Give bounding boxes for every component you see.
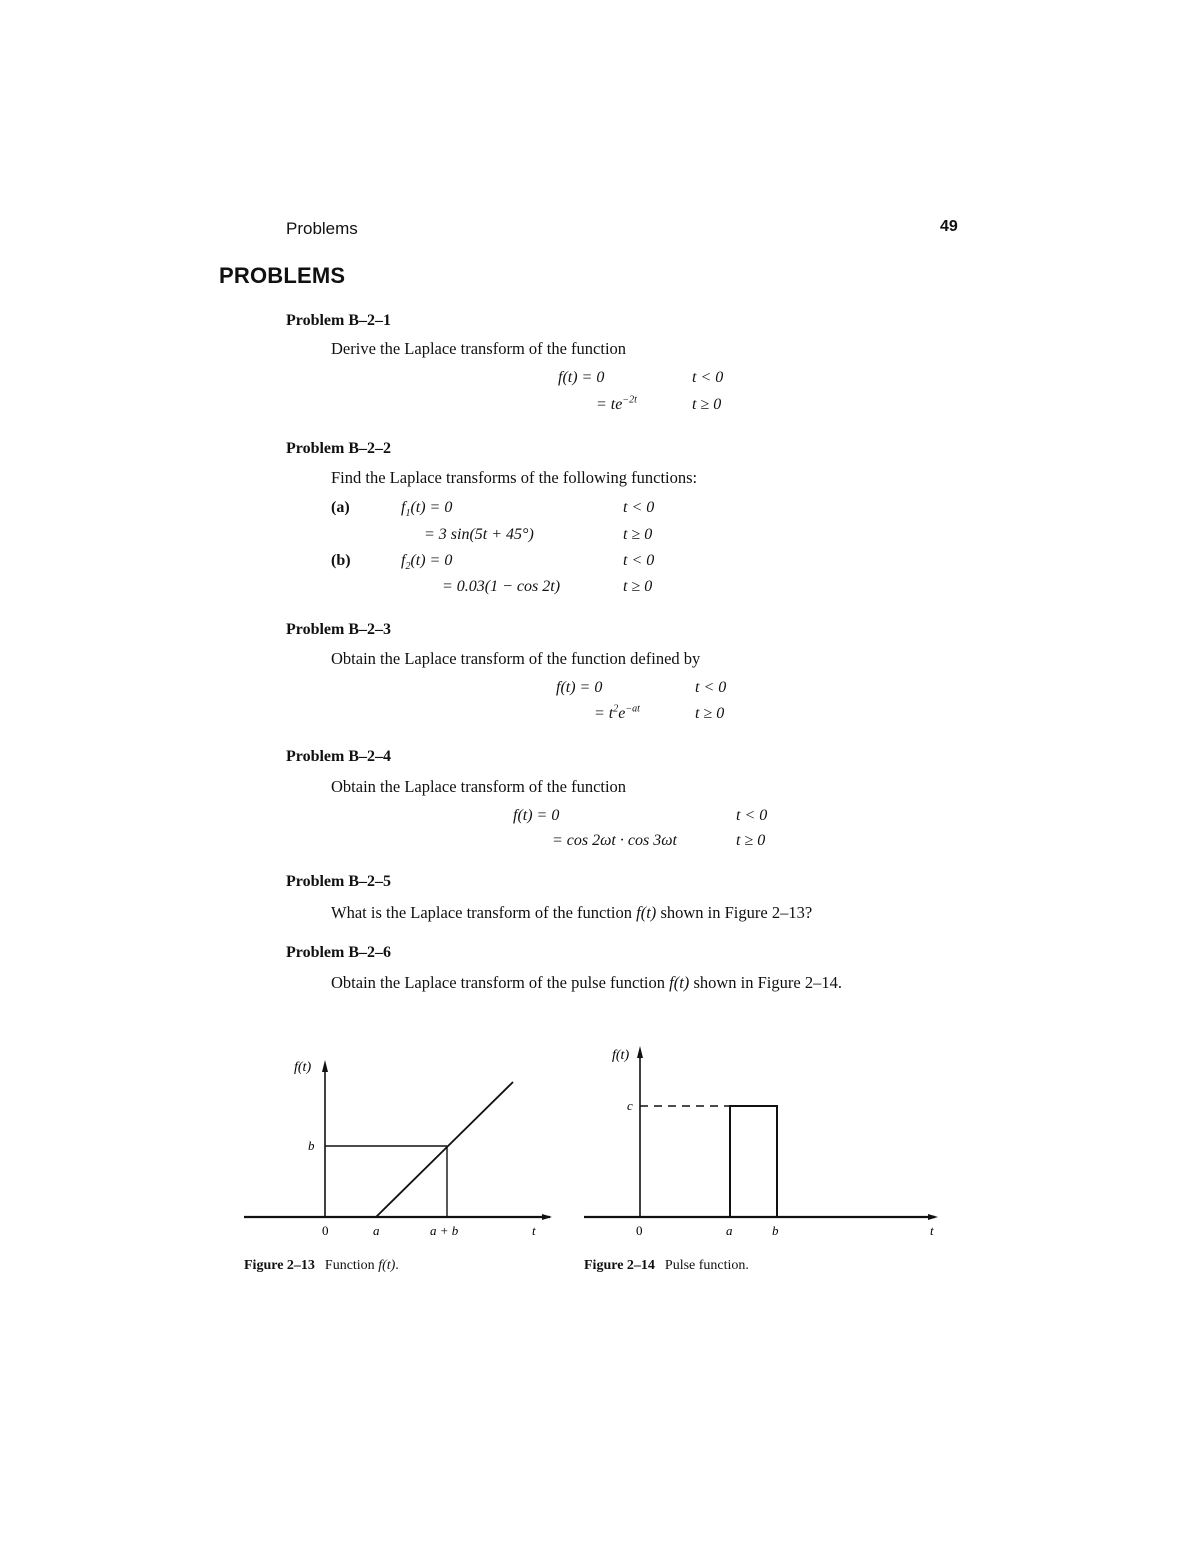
p1-eq-lhs: f(t) = 0 [558, 369, 605, 386]
p4-cond-ge: t ≥ 0 [736, 832, 766, 849]
fig14-pulse [730, 1106, 777, 1217]
problem-b-2-3-text: Obtain the Laplace transform of the function defined by [331, 649, 701, 668]
problem-b-2-2-text: Find the Laplace transforms of the following functions: [331, 468, 698, 487]
fig14-y-label: f(t) [612, 1048, 630, 1063]
p2a-eq-rhs: = 3 sin(5t + 45°) [424, 526, 534, 543]
p2b-cond-lt: t < 0 [623, 552, 655, 569]
p2a-cond-lt: t < 0 [623, 499, 655, 516]
fig14-tick-0: 0 [636, 1223, 643, 1238]
figure-2-13 [230, 1040, 570, 1245]
figure-2-14 [575, 1040, 955, 1245]
fig14-level-label: c [627, 1098, 633, 1113]
fig14-tick-b: b [772, 1223, 779, 1238]
p4-eq-lhs: f(t) = 0 [513, 807, 560, 824]
figure-2-14-caption: Figure 2–14 Pulse function. [584, 1258, 749, 1273]
p2-label-a: (a) [331, 499, 350, 516]
figure-2-13-caption: Figure 2–13 Function f(t). [244, 1258, 399, 1273]
fig13-f-axis-arrow [322, 1060, 328, 1072]
fig13-t-axis-arrow [542, 1214, 552, 1220]
fig13-tick-0: 0 [322, 1223, 329, 1238]
problem-b-2-5-title: Problem B–2–5 [286, 873, 392, 890]
p2a-eq-lhs: $f_1(t) = 0$ [401, 499, 453, 520]
fig14-tick-t: t [930, 1223, 934, 1238]
problem-b-2-1-title: Problem B–2–1 [286, 312, 392, 329]
p3-cond-lt: t < 0 [695, 679, 727, 696]
page-number: 49 [940, 218, 958, 235]
p2-label-b: (b) [331, 552, 351, 569]
p2a-cond-ge: t ≥ 0 [623, 526, 653, 543]
p4-eq-rhs: = cos 2ωt · cos 3ωt [552, 832, 677, 849]
p1-cond-lt: t < 0 [692, 369, 724, 386]
p1-cond-ge: t ≥ 0 [692, 396, 722, 413]
problem-b-2-3-title: Problem B–2–3 [286, 621, 392, 638]
section-title: PROBLEMS [219, 263, 346, 288]
p2b-eq-rhs: = 0.03(1 − cos 2t) [442, 578, 561, 595]
problem-b-2-4-title: Problem B–2–4 [286, 748, 392, 765]
problem-b-2-5-text: What is the Laplace transform of the function f(t) shown in Figure 2–13? [331, 903, 813, 922]
fig14-tick-a: a [726, 1223, 733, 1238]
fig13-level-label: b [308, 1138, 315, 1153]
fig13-ramp-line [376, 1082, 513, 1217]
p2b-cond-ge: t ≥ 0 [623, 578, 653, 595]
fig13-tick-a-plus-b: a + b [430, 1223, 459, 1238]
problem-b-2-1-text: Derive the Laplace transform of the function [331, 339, 627, 358]
running-head: Problems [286, 219, 358, 238]
problem-b-2-6-title: Problem B–2–6 [286, 944, 392, 961]
problem-b-2-4-text: Obtain the Laplace transform of the function [331, 777, 627, 796]
p3-eq-rhs: = $t^2e^{-at}$ [594, 703, 640, 722]
fig14-t-axis-arrow [928, 1214, 938, 1220]
problem-b-2-2-title: Problem B–2–2 [286, 440, 392, 457]
problem-b-2-6-text: Obtain the Laplace transform of the pulse function f(t) shown in Figure 2–14. [331, 973, 842, 992]
p3-cond-ge: t ≥ 0 [695, 705, 725, 722]
fig13-tick-a: a [373, 1223, 380, 1238]
p2b-eq-lhs: $f_2(t) = 0$ [401, 552, 453, 573]
fig14-f-axis-arrow [637, 1046, 643, 1058]
fig13-tick-t: t [532, 1223, 536, 1238]
p4-cond-lt: t < 0 [736, 807, 768, 824]
p1-eq-rhs: = $te^{-2t}$ [596, 394, 637, 413]
p3-eq-lhs: f(t) = 0 [556, 679, 603, 696]
fig13-y-label: f(t) [294, 1060, 312, 1075]
